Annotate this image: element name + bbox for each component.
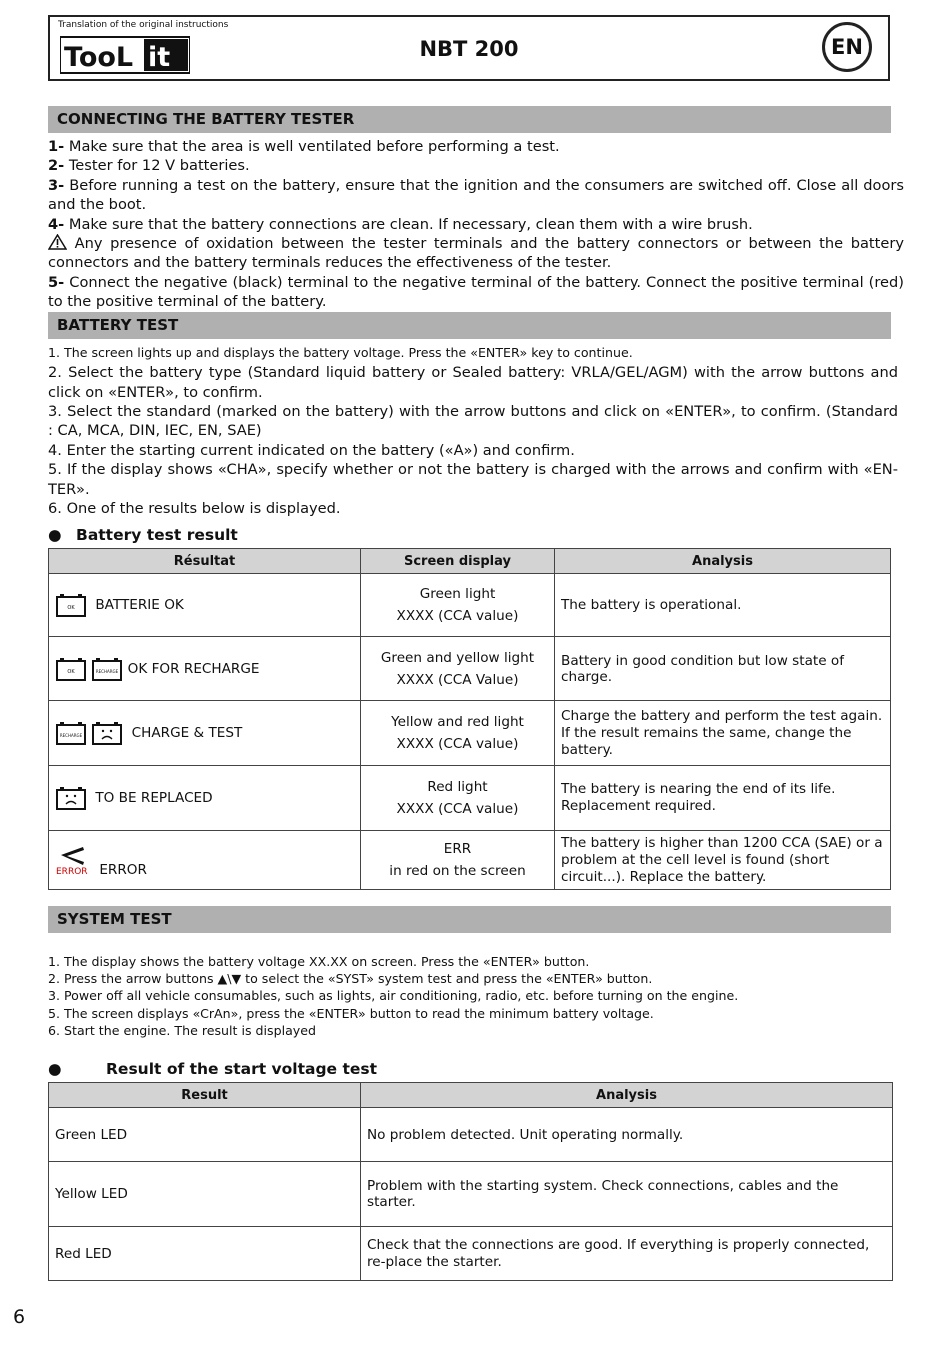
table-row [49,831,891,890]
svg-text:OK: OK [67,668,75,675]
system-step-1: 1. The display shows the battery voltage XX.XX on screen. Press the «ENTER» button. [48,954,590,969]
language-badge: EN [822,22,872,72]
table-header-row [49,549,891,574]
connect-step-2: 2- Tester for 12 V batteries. [48,157,250,175]
table-row [49,1227,893,1281]
bullet-icon: ● [48,526,62,544]
result-cell: Red LED [49,1227,361,1281]
battery-step-4: 4. Enter the starting current indicated on the battery («A») and confirm. [48,441,575,459]
section-heading-battery-test: BATTERY TEST [48,312,891,339]
result-cell: Green LED [49,1108,361,1162]
system-step-5: 5. The screen displays «CrAn», press the «ENTER» button to read the minimum battery voltage. [48,1005,654,1021]
page-header [48,15,890,81]
battery-step-5: 5. If the display shows «CHA», specify whether or not the battery is charged with the arrows and confirm with «EN-TER». [48,461,898,498]
analysis-cell: The battery is nearing the end of its life. Replacement required. [555,766,891,831]
battery-step-1: 1. The screen lights up and displays the battery voltage. Press the «ENTER» key to continue. [48,345,633,360]
error-clamp-icon [55,843,95,877]
section-heading-connecting: CONNECTING THE BATTERY TESTER [48,106,891,133]
table-row [49,574,891,637]
start-voltage-result-table [48,1082,893,1281]
screen-display-cell: Green and yellow light XXXX (CCA Value) [361,637,555,701]
svg-text:ERROR: ERROR [56,866,88,877]
analysis-cell: Problem with the starting system. Check connections, cables and the starter. [361,1162,893,1227]
table-row [49,701,891,766]
result-label: CHARGE & TEST [131,725,243,741]
battery-sad-face-icon [55,785,87,811]
analysis-cell: The battery is operational. [555,574,891,637]
result-cell [49,701,361,766]
battery-step-2: 2. Select the battery type (Standard liquid battery or Sealed battery: VRLA/GEL/AGM) with the arrow buttons and click on «ENTER», to confirm. [48,364,898,401]
svg-text:RECHARGE: RECHARGE [96,668,119,674]
warning-icon [48,234,67,250]
column-header: Analysis [555,549,891,574]
screen-display-cell: Red light XXXX (CCA value) [361,766,555,831]
analysis-cell: Charge the battery and perform the test again. If the result remains the same, change the battery. [555,701,891,766]
column-header: Screen display [361,549,555,574]
result-cell [49,831,361,890]
start-voltage-result-heading: ● Result of the start voltage test [48,1060,378,1078]
analysis-cell: Check that the connections are good. If everything is properly connected, re-place the starter. [361,1227,893,1281]
page-number: 6 [13,1306,26,1328]
result-cell [49,637,361,701]
battery-sad-face-icon [91,720,123,746]
connecting-instructions [48,137,904,312]
connect-step-5: 5- Connect the negative (black) terminal to the negative terminal of the battery. Connect the positive terminal (red) to the positive terminal of the battery. [48,273,904,311]
translation-note: Translation of the original instructions [58,20,229,30]
connect-step-4: 4- Make sure that the battery connections are clean. If necessary, clean them with a wire brush. [48,215,753,233]
system-test-instructions [48,953,904,1039]
document-title: NBT 200 [419,37,519,61]
column-header: Résultat [49,549,361,574]
system-step-6: 6. Start the engine. The result is displayed [48,1022,316,1038]
system-step-2: 2. Press the arrow buttons ▲\▼ to select the «SYST» system test and press the «ENTER» button. [48,971,653,987]
result-cell: Yellow LED [49,1162,361,1227]
table-row [49,766,891,831]
result-cell [49,574,361,637]
table-row [49,1108,893,1162]
table-row [49,637,891,701]
analysis-cell: No problem detected. Unit operating normally. [361,1108,893,1162]
svg-text:OK: OK [67,605,75,611]
result-cell [49,766,361,831]
result-label: OK FOR RECHARGE [127,660,260,677]
table-row [49,1162,893,1227]
section-heading-system-test: SYSTEM TEST [48,906,891,933]
connect-step-1: 1- Make sure that the area is well ventilated before performing a test. [48,138,560,155]
screen-display-cell: Yellow and red light XXXX (CCA value) [361,701,555,766]
battery-result-heading: ● Battery test result [48,526,238,544]
svg-text:it: it [148,42,171,73]
analysis-cell: Battery in good condition but low state of charge. [555,637,891,701]
battery-recharge-icon [55,720,87,746]
battery-step-3: 3. Select the standard (marked on the battery) with the arrow buttons and click on «ENTER», to confirm. (Standard : CA, MCA, DIN, IEC, EN, SAE) [48,403,898,440]
column-header: Result [49,1083,361,1108]
svg-text:RECHARGE: RECHARGE [59,733,83,738]
battery-recharge-icon [91,656,123,682]
screen-display-cell: Green light XXXX (CCA value) [361,574,555,637]
result-label: BATTERIE OK [95,597,184,613]
battery-test-instructions [48,344,898,518]
analysis-cell: The battery is higher than 1200 CCA (SAE) or a problem at the cell level is found (short circuit...). Replace the battery. [555,831,891,890]
result-label: ERROR [99,861,147,878]
column-header: Analysis [361,1083,893,1108]
battery-step-6: 6. One of the results below is displayed. [48,500,341,518]
battery-ok-icon [55,656,87,682]
system-step-3: 3. Power off all vehicle consumables, such as lights, air conditioning, radio, etc. before turning on the engine. [48,988,739,1004]
battery-ok-icon [55,592,87,618]
result-label: TO BE REPLACED [95,790,213,806]
table-header-row [49,1083,893,1108]
bullet-icon: ● [48,1060,62,1078]
connect-warning: Any presence of oxidation between the tester terminals and the battery connectors or between the battery connectors and the battery terminals reduces the effectiveness of the tester. [48,235,904,272]
screen-display-cell: ERR in red on the screen [361,831,555,890]
connect-step-3: 3- Before running a test on the battery, ensure that the ignition and the consumers are switched off. Close all doors and the boot. [48,176,904,214]
battery-result-table [48,548,891,890]
svg-text:TooL: TooL [64,42,134,73]
